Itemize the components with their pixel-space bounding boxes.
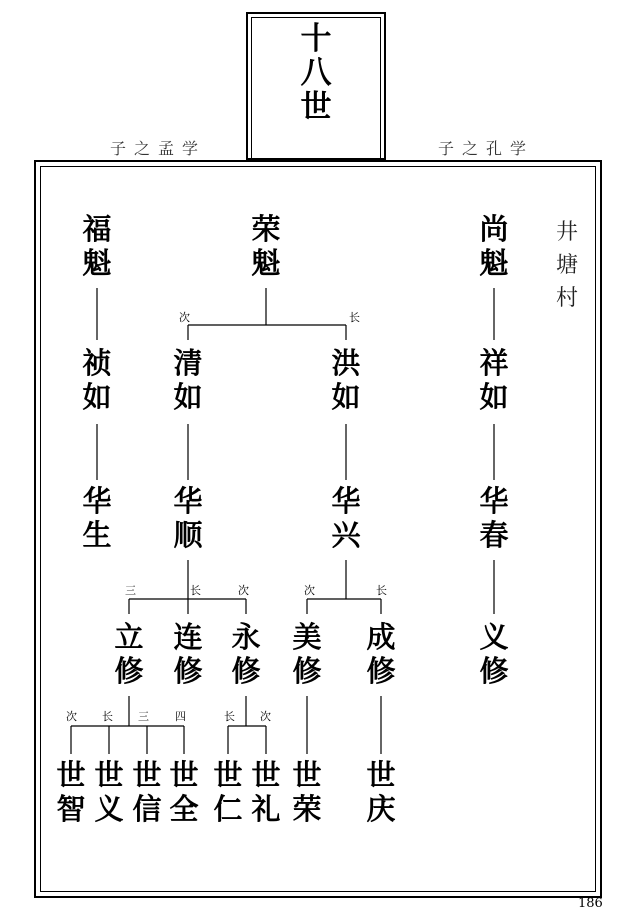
name-shiyi: 世 义 — [94, 758, 124, 826]
tag-ci-yongxiu: 次 — [238, 584, 249, 597]
name-shizhi: 世 智 — [56, 758, 86, 826]
name-zhenru: 祯 如 — [82, 346, 112, 414]
left-side-note: 子之孟学 — [110, 139, 207, 158]
name-yongxiu: 永 修 — [231, 620, 261, 688]
name-huaxing: 华 兴 — [331, 484, 361, 552]
name-lianxiu: 连 修 — [173, 620, 203, 688]
name-shixin: 世 信 — [132, 758, 162, 826]
right-side-note: 子之孔学 — [438, 139, 535, 158]
tag-zhang-chengxiu: 长 — [376, 584, 387, 597]
tag-san-shixin: 三 — [138, 710, 149, 723]
tag-san-lixiu: 三 — [125, 584, 136, 597]
name-huachun: 华 春 — [479, 484, 509, 552]
name-xiangru: 祥 如 — [479, 346, 509, 414]
tag-ci-qingru: 次 — [179, 311, 190, 324]
village-label: 井 塘 村 — [555, 220, 578, 311]
name-rongkui: 荣 魁 — [251, 212, 281, 280]
tag-ci-shili: 次 — [260, 710, 271, 723]
name-hongru: 洪 如 — [331, 346, 361, 414]
name-shiqing: 世 庆 — [366, 758, 396, 826]
tag-si-shiquan: 四 — [175, 710, 186, 723]
name-shiren: 世 仁 — [213, 758, 243, 826]
tag-zhang-hongru: 长 — [349, 311, 360, 324]
tag-zhang-lianxiu: 长 — [190, 584, 201, 597]
name-qingru: 清 如 — [173, 346, 203, 414]
tag-ci-shizhi: 次 — [66, 710, 77, 723]
tag-zhang-shiren: 长 — [224, 710, 235, 723]
tag-ci-meixiu: 次 — [304, 584, 315, 597]
name-shangkui: 尚 魁 — [479, 212, 509, 280]
name-fukui: 福 魁 — [82, 212, 112, 280]
name-shirong: 世 荣 — [292, 758, 322, 826]
page-number: 186 — [578, 896, 603, 911]
name-huasheng: 华 生 — [82, 484, 112, 552]
generation-title: 十 八 世 — [300, 21, 332, 125]
name-meixiu: 美 修 — [292, 620, 322, 688]
name-shili: 世 礼 — [251, 758, 281, 826]
name-shiquan: 世 全 — [169, 758, 199, 826]
name-yixiu: 义 修 — [479, 620, 509, 688]
name-lixiu: 立 修 — [114, 620, 144, 688]
name-chengxiu: 成 修 — [366, 620, 396, 688]
name-huashun: 华 顺 — [173, 484, 203, 552]
tag-zhang-shiyi: 长 — [102, 710, 113, 723]
